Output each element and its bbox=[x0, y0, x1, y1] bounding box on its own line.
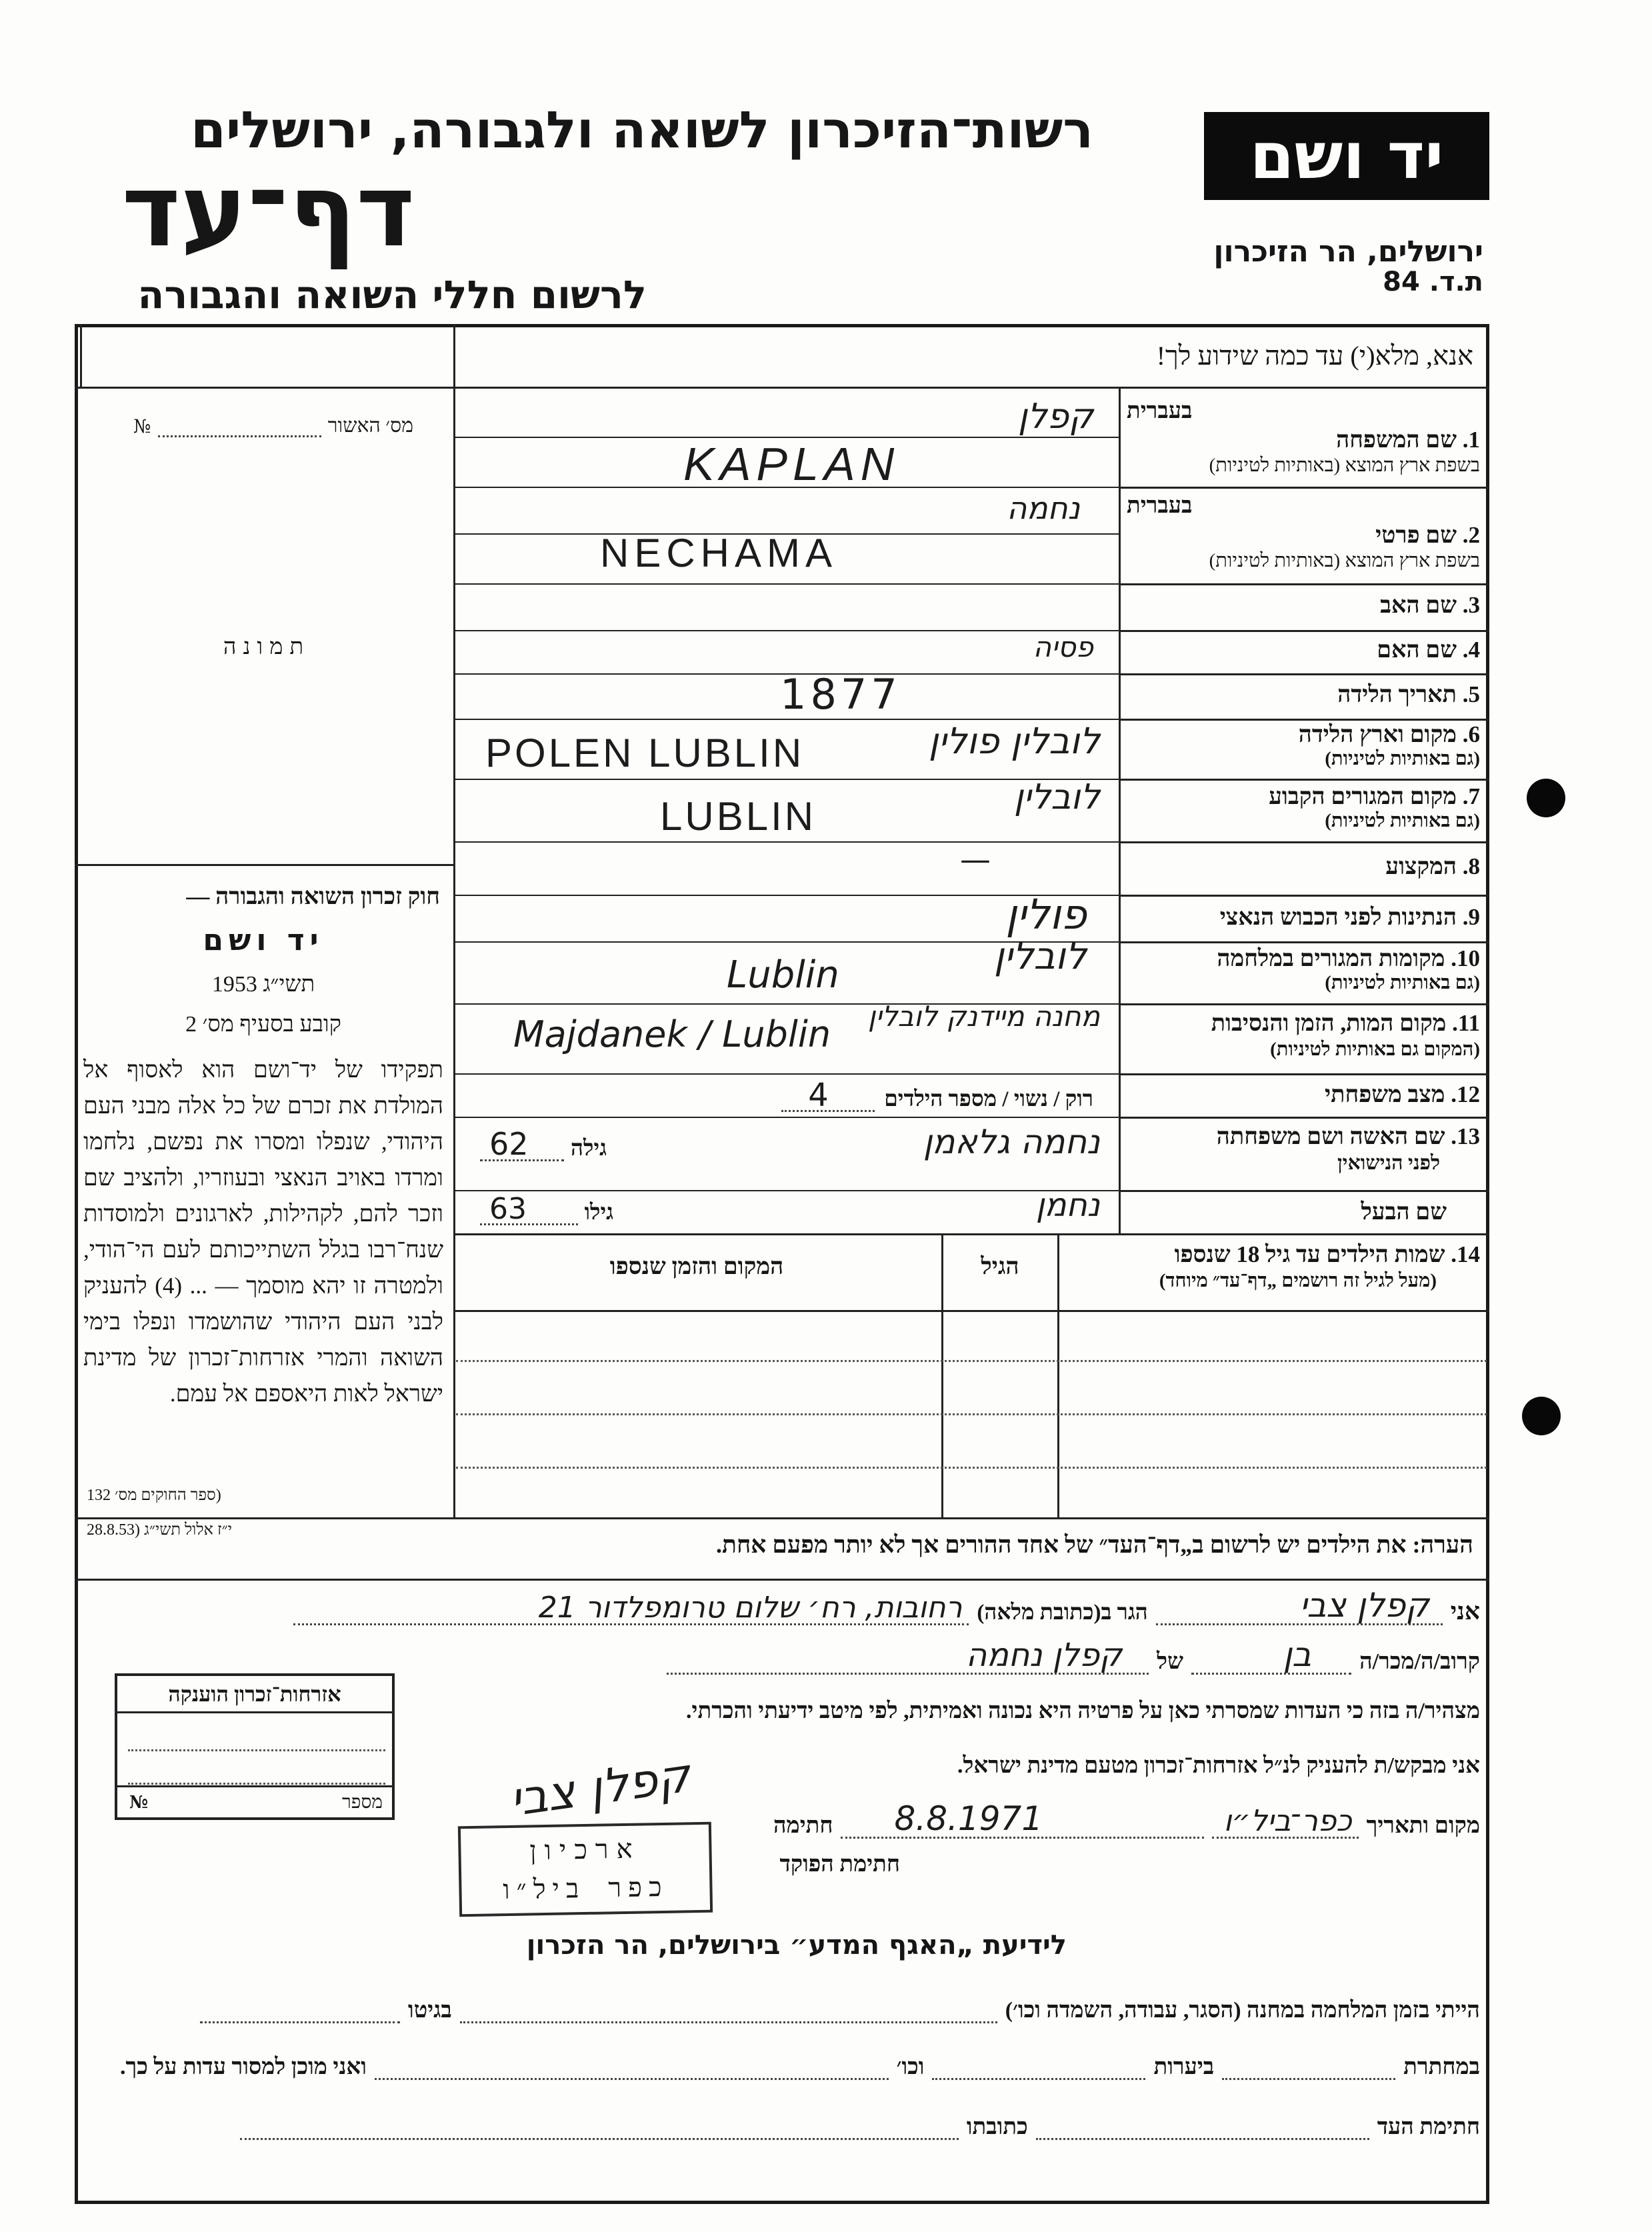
footer-underground-input[interactable] bbox=[1222, 2047, 1395, 2080]
law-clause: קובע בסעיף מס׳ 2 bbox=[185, 1012, 341, 1037]
footer-witness-sig-label: חתימת העד bbox=[1377, 2115, 1480, 2139]
law-date: י״ז אלול תשי״ג (28.8.53 bbox=[87, 1521, 233, 1539]
wife-age-field[interactable] bbox=[480, 1121, 607, 1161]
place-date-label: מקום ותאריך bbox=[1366, 1813, 1480, 1838]
footer-ghetto-label: בגיטו bbox=[408, 1998, 452, 2023]
declare-text: מצהיר/ה בזה כי העדות שמסרתי כאן על פרטיה היא נכונה ואמיתית, לפי מיטב ידיעתי והכרתי. bbox=[686, 1699, 1480, 1723]
authority-title: רשות־הזיכרון לשואה ולגבורה, ירושלים bbox=[191, 100, 1093, 159]
footer-underground-label: במחתרת bbox=[1403, 2055, 1480, 2079]
law-reference: (ספר החוקים מס׳ 132 bbox=[87, 1487, 221, 1504]
signature-label: חתימה bbox=[773, 1813, 833, 1838]
law-text: תפקידו של יד־ושם הוא לאסוף אל המולדת את זכרם של כל אלה מבני העם היהודי, שנפלו ומסרו את נפשם, נלחמו ומרדו באויב הנאצי ובעוזריו, ולהציב שם וזכר להם, לקהילות, לארגונים ולמוסדות שנח־רבו בגלל השתייכותם לעם הי־הודי, ולמטרה זו יהא מוסמך — ... (4) להעניק לבני העם היהודי שהושמדו ונפלו בימי השואה והמרי אזרחות־זכרון של מדינת ישראל לאות היאספם אל עמם. bbox=[83, 1057, 443, 1407]
relative-label: קרוב/ה/מכר/ה bbox=[1359, 1649, 1480, 1674]
relation-row bbox=[667, 1632, 1480, 1675]
punch-hole-top bbox=[1527, 779, 1565, 817]
f4-label: 4. שם האם bbox=[1377, 637, 1480, 663]
f9-label: 9. הנתינות לפני הכבוש הנאצי bbox=[1219, 904, 1480, 930]
footer-forests-input[interactable] bbox=[932, 2047, 1145, 2080]
f2-hebrew-tag: בעברית bbox=[1127, 493, 1193, 518]
f6-label: 6. מקום וארץ הלידה bbox=[1298, 721, 1480, 747]
archive-stamp bbox=[458, 1822, 713, 1917]
f2-hebrew-value[interactable]: נחמה bbox=[1007, 490, 1080, 526]
footer-willing-label: ואני מוכן למסור עדות על כך. bbox=[120, 2055, 367, 2079]
f10-hebrew-value[interactable]: לובלין bbox=[993, 935, 1087, 978]
f12-marital-field[interactable] bbox=[567, 1075, 1093, 1112]
child-row-4[interactable] bbox=[456, 1469, 1487, 1516]
f6-latin-value[interactable]: POLEN LUBLIN bbox=[485, 731, 805, 775]
wife-age-label: גילה bbox=[571, 1137, 607, 1161]
stamp-line-1: ארכיון bbox=[529, 1833, 641, 1867]
f14-sub: (מעל לגיל זה רושמים „דף־עד״ מיוחד) bbox=[1159, 1270, 1437, 1291]
punch-hole-bottom bbox=[1522, 1397, 1561, 1435]
f2-latin-value[interactable]: NECHAMA bbox=[600, 531, 838, 575]
f7-latin-tag: (גם באותיות לטיניות) bbox=[1325, 810, 1480, 831]
place-value[interactable]: כפר־ביל״ו bbox=[1223, 1804, 1352, 1838]
date-value[interactable]: 8.8.1971 bbox=[894, 1799, 1043, 1838]
yad-vashem-logo bbox=[1204, 112, 1489, 200]
child-row-1[interactable] bbox=[456, 1312, 1487, 1359]
i-label: אני bbox=[1450, 1598, 1480, 1625]
f11-hebrew-value[interactable]: מחנה מיידנק לובלין bbox=[867, 1000, 1100, 1033]
f5-value[interactable]: 1877 bbox=[780, 670, 901, 719]
approval-number-prefix: № bbox=[133, 415, 151, 437]
address-line-2: ת.ד. 84 bbox=[1383, 267, 1483, 297]
husband-age-value[interactable]: 63 bbox=[489, 1192, 527, 1226]
law-heading: חוק זכרון השואה והגבורה — bbox=[186, 883, 440, 909]
f2-latin-tag: בשפת ארץ המוצא (באותיות לטיניות) bbox=[1209, 550, 1480, 571]
f13-sub: לפני הנישואין bbox=[1337, 1152, 1440, 1174]
f13-label: 13. שם האשה ושם משפחתה bbox=[1216, 1123, 1480, 1149]
f4-value[interactable]: פסיה bbox=[1033, 631, 1093, 663]
f2-label: 2. שם פרטי bbox=[1375, 522, 1480, 548]
declarant-address[interactable]: רחובות, רח׳ שלום טרומפלדור 21 bbox=[538, 1591, 963, 1625]
f12-label: 12. מצב משפחתי bbox=[1324, 1081, 1480, 1107]
footer-etc-input[interactable] bbox=[375, 2047, 889, 2080]
footer-witness-sig-input[interactable] bbox=[1036, 2107, 1369, 2140]
children-note: הערה: את הילדים יש לרשום ב„דף־העד״ של אחד ההורים אך לא יותר מפעם אחת. bbox=[716, 1531, 1473, 1558]
f8-label: 8. המקצוע bbox=[1385, 853, 1480, 879]
f7-hebrew-value[interactable]: לובלין bbox=[1013, 777, 1100, 817]
footer-line-3 bbox=[240, 2100, 1480, 2140]
of-label: של bbox=[1157, 1649, 1184, 1674]
law-year: תשי״ג 1953 bbox=[211, 972, 315, 997]
relation-value[interactable]: בן bbox=[1283, 1635, 1312, 1674]
footer-camp-input[interactable] bbox=[460, 1990, 997, 2023]
f11-latin-value[interactable]: Majdanek / Lublin bbox=[513, 1013, 831, 1055]
footer-ghetto-input[interactable] bbox=[200, 1990, 400, 2023]
husband-name-value[interactable]: נחמן bbox=[1035, 1187, 1100, 1224]
f7-label: 7. מקום המגורים הקבוע bbox=[1269, 783, 1480, 809]
form-title: דף־עד bbox=[121, 153, 415, 269]
logo-text: יד ושם bbox=[1249, 119, 1444, 193]
intro-instruction: אנא, מלא(י) עד כמה שידוע לך! bbox=[1156, 341, 1473, 371]
address-line-1: ירושלים, הר הזיכרון bbox=[1213, 235, 1483, 269]
resides-label: הגר ב(כתובת מלאה) bbox=[977, 1601, 1148, 1625]
col-age-header: הגיל bbox=[981, 1253, 1019, 1279]
f1-latin-value[interactable]: KAPLAN bbox=[683, 438, 900, 490]
footer-address-label: כתובתו bbox=[966, 2115, 1028, 2139]
f12-children-value[interactable]: 4 bbox=[808, 1077, 829, 1114]
f3-label: 3. שם האב bbox=[1380, 592, 1480, 618]
f6-hebrew-value[interactable]: לובלין פולין bbox=[928, 720, 1100, 762]
f10-latin-tag: (גם באותיות לטיניות) bbox=[1325, 972, 1480, 993]
f12-children-line bbox=[781, 1077, 875, 1114]
f9-value[interactable]: פולין bbox=[1005, 890, 1087, 939]
footer-etc-label: וכו׳ bbox=[896, 2055, 925, 2079]
husband-age-field[interactable] bbox=[480, 1188, 613, 1225]
approval-number-label: מס׳ האשור bbox=[327, 415, 413, 437]
law-name: יד ושם bbox=[203, 923, 324, 957]
citizenship-number-prefix: № bbox=[129, 1793, 149, 1813]
form-subtitle: לרשום חללי השואה והגבורה bbox=[137, 272, 647, 317]
f6-latin-tag: (גם באותיות לטיניות) bbox=[1325, 748, 1480, 769]
col-place-header: המקום והזמן שנספו bbox=[609, 1253, 784, 1279]
f14-label: 14. שמות הילדים עד גיל 18 שנספו bbox=[1174, 1241, 1480, 1267]
husband-age-label: גילו bbox=[584, 1201, 613, 1225]
stamp-line-2: כפר ביל״ו bbox=[503, 1871, 669, 1906]
wife-name-value[interactable]: נחמה גלאמן bbox=[923, 1123, 1100, 1161]
f10-latin-value[interactable]: Lublin bbox=[727, 953, 839, 997]
f11-sub: (המקום גם באותיות לטיניות) bbox=[1270, 1039, 1480, 1060]
footer-heading: לידיעת „האגף המדע״ בירושלים, הר הזכרון bbox=[526, 1930, 1067, 1961]
f12-options: רוק / נשוי / מספר הילדים bbox=[884, 1087, 1093, 1111]
request-text: אני מבקש/ת להעניק לנ״ל אזרחות־זכרון מטעם מדינת ישראל. bbox=[957, 1753, 1480, 1778]
footer-line-2 bbox=[120, 2040, 1480, 2080]
approval-number-line bbox=[158, 417, 321, 437]
f7-latin-value[interactable]: LUBLIN bbox=[660, 794, 817, 839]
place-date-row bbox=[773, 1792, 1480, 1839]
photo-label: תמונה bbox=[223, 635, 311, 659]
f1-hebrew-value[interactable]: קפלן bbox=[1017, 397, 1093, 437]
citizenship-number-label: מספר bbox=[342, 1792, 383, 1813]
child-row-3[interactable] bbox=[456, 1416, 1487, 1465]
wife-age-value[interactable]: 62 bbox=[489, 1126, 529, 1162]
signature-value[interactable]: קפלן צבי bbox=[506, 1747, 694, 1827]
citizenship-box bbox=[115, 1673, 395, 1820]
f8-value[interactable]: — bbox=[960, 841, 991, 877]
f1-label: 1. שם המשפחה bbox=[1336, 427, 1480, 453]
husband-label: שם הבעל bbox=[1361, 1199, 1447, 1225]
f11-label: 11. מקום המות, הזמן והנסיבות bbox=[1211, 1010, 1480, 1036]
declarant-name[interactable]: קפלן צבי bbox=[1299, 1586, 1429, 1625]
citizenship-title: אזרחות־זכרון הוענקה bbox=[117, 1676, 392, 1713]
f1-hebrew-tag: בעברית bbox=[1127, 399, 1193, 423]
footer-forests-label: ביערות bbox=[1153, 2055, 1215, 2079]
officer-signature-label: חתימת הפוקד bbox=[779, 1852, 900, 1877]
f1-latin-tag: בשפת ארץ המוצא (באותיות לטיניות) bbox=[1209, 455, 1480, 476]
of-name-value[interactable]: קפלן נחמה bbox=[965, 1637, 1123, 1674]
f10-label: 10. מקומות המגורים במלחמה bbox=[1217, 945, 1480, 971]
f5-label: 5. תאריך הלידה bbox=[1337, 681, 1480, 707]
footer-address-input[interactable] bbox=[240, 2107, 959, 2140]
footer-line-1 bbox=[200, 1983, 1480, 2023]
approval-number-field[interactable] bbox=[133, 405, 413, 437]
declarant-row bbox=[293, 1581, 1480, 1625]
child-row-2[interactable] bbox=[456, 1363, 1487, 1412]
footer-camp-label: הייתי בזמן המלחמה במחנה (הסגר, עבודה, השמדה וכו׳) bbox=[1005, 1998, 1480, 2023]
